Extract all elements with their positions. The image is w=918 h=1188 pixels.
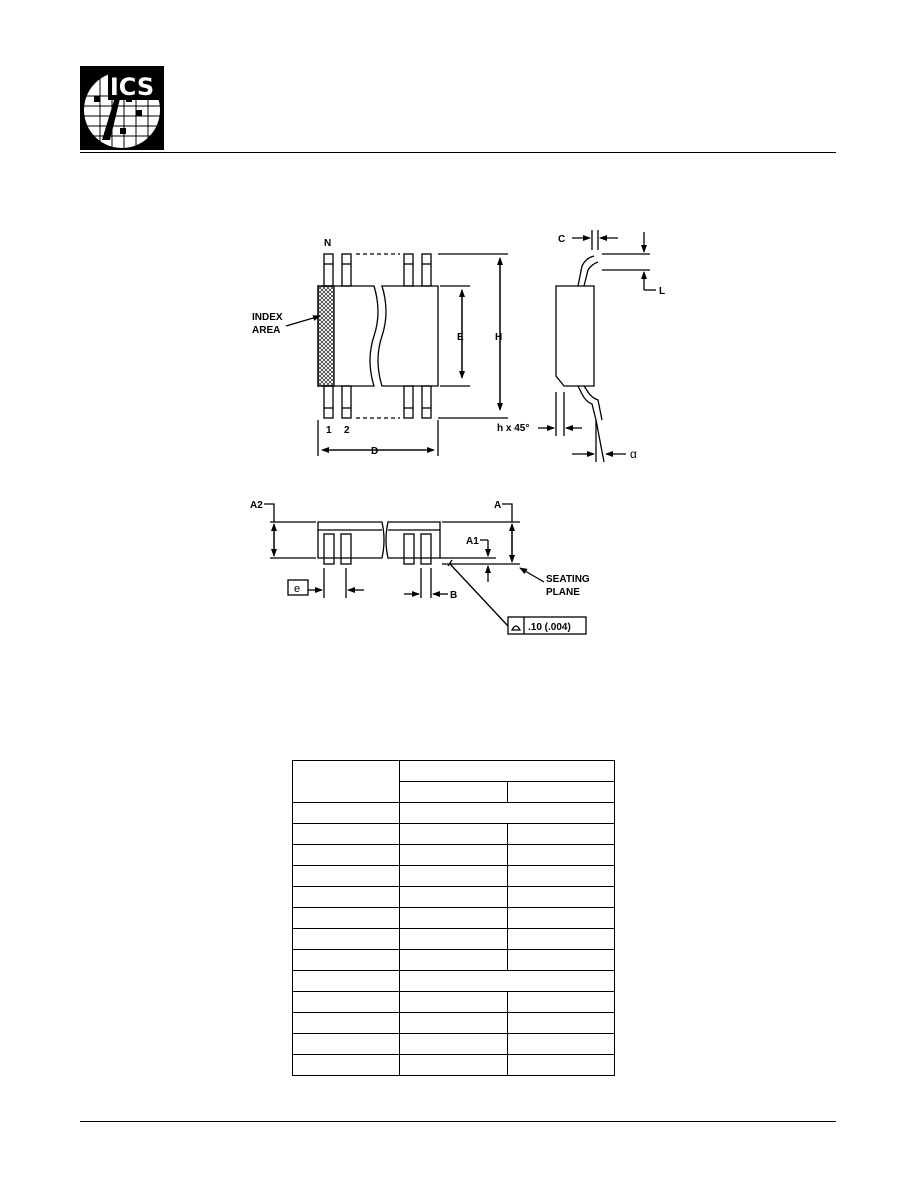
label-d: D [371,446,379,457]
table-cell [508,1055,615,1076]
label-h: H [495,332,503,343]
label-alpha: α [630,447,637,461]
label-a1: A1 [466,536,479,547]
table-row [293,824,615,845]
table-row [293,950,615,971]
label-pin-1: 1 [326,425,332,436]
label-pin-2: 2 [344,425,350,436]
table-cell [293,929,400,950]
table-cell [508,992,615,1013]
footer-rule [80,1121,836,1122]
table-cell [400,1013,508,1034]
table-cell [400,887,508,908]
table-cell [400,866,508,887]
table-cell [508,908,615,929]
table-row [293,1055,615,1076]
table-row [293,929,615,950]
table-cell [508,1034,615,1055]
table-cell [508,866,615,887]
table-cell [293,992,400,1013]
table-row [293,1013,615,1034]
label-h-45: h x 45° [497,423,530,434]
table-cell [293,1013,400,1034]
table-cell [508,887,615,908]
label-coplanarity: .10 (.004) [528,622,571,633]
label-b: B [450,590,458,601]
label-e: E [457,332,464,343]
table-cell [293,950,400,971]
table-row [293,908,615,929]
table-cell [508,782,615,803]
table-cell [400,824,508,845]
label-seating-1: SEATING [546,574,590,585]
table-cell [293,1034,400,1055]
table-cell [293,845,400,866]
table-cell [293,908,400,929]
table-cell [400,845,508,866]
label-index-area-2: AREA [252,325,281,336]
table-cell [400,992,508,1013]
label-a2: A2 [250,500,263,511]
table-row [293,887,615,908]
table-cell [400,971,615,992]
label-l: L [659,286,666,297]
label-n: N [324,238,332,249]
table-cell [508,929,615,950]
table-cell [508,950,615,971]
label-index-area-1: INDEX [252,312,283,323]
table-header-row [293,761,615,782]
table-cell [293,866,400,887]
table-row [293,1034,615,1055]
table-cell [400,1034,508,1055]
table-cell [508,1013,615,1034]
table-cell [293,761,400,803]
table-row [293,866,615,887]
table-row [293,803,615,824]
table-cell [508,845,615,866]
table-cell [293,803,400,824]
label-seating-2: PLANE [546,587,580,598]
label-a: A [494,500,502,511]
dimension-table [292,760,615,1076]
table-cell [400,929,508,950]
table-cell [293,1055,400,1076]
logo-text: ICS [109,73,155,101]
label-c: C [558,234,566,245]
table-cell [400,1055,508,1076]
table-cell [508,824,615,845]
table-cell [293,971,400,992]
table-row [293,845,615,866]
table-row [293,971,615,992]
table-cell [400,950,508,971]
table-cell [400,803,615,824]
label-e-pitch: e [294,583,301,595]
table-row [293,992,615,1013]
table-cell [293,887,400,908]
table-cell [400,908,508,929]
table-cell [400,761,615,782]
table-cell [400,782,508,803]
table-cell [293,824,400,845]
